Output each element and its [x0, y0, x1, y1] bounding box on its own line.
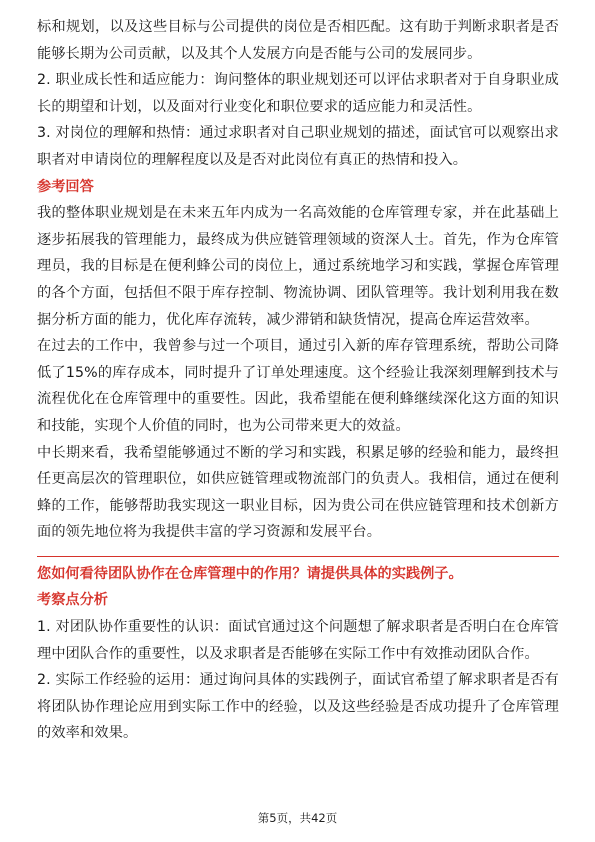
analysis-point: 1. 对团队协作重要性的认识：面试官通过这个问题想了解求职者是否明白在仓库管理中团队合作的重要性，以及求职者是否能够在实际工作中有效推动团队合作。	[37, 619, 559, 662]
reference-answer-heading: 参考回答	[37, 178, 94, 195]
analysis-point: 3. 对岗位的理解和热情：通过求职者对自己职业规划的描述，面试官可以观察出求职者对申请岗位的理解程度以及是否对此岗位有真正的热情和投入。	[37, 125, 559, 168]
question-title: 您如何看待团队协作在仓库管理中的作用？请提供具体的实践例子。	[37, 565, 463, 582]
answer-paragraph: 我的整体职业规划是在未来五年内成为一名高效能的仓库管理专家，并在此基础上逐步拓展我的管理能力，最终成为供应链管理领域的资深人士。首先，作为仓库管理员，我的目标是在便利蜂公司的岗位上，通过系统地学习和实践，掌握仓库管理的各个方面，包括但不限于库存控制、物流协调、团队管理等。我计划利用我在数据分析方面的能力，优化库存流转，减少滞销和缺货情况，提高仓库运营效率。	[37, 205, 559, 328]
analysis-point: 2. 实际工作经验的运用：通过询问具体的实践例子，面试官希望了解求职者是否有将团队协作理论应用到实际工作中的经验，以及这些经验是否成功提升了仓库管理的效率和效果。	[37, 672, 559, 742]
document-page	[37, 14, 559, 747]
intro-paragraph: 标和规划，以及这些目标与公司提供的岗位是否相匹配。这有助于判断求职者是否能够长期为公司贡献，以及其个人发展方向是否能与公司的发展同步。	[37, 19, 559, 62]
analysis-heading: 考察点分析	[37, 592, 108, 609]
section-divider	[37, 556, 559, 557]
answer-paragraph: 在过去的工作中，我曾参与过一个项目，通过引入新的库存管理系统，帮助公司降低了15%的库存成本，同时提升了订单处理速度。这个经验让我深刻理解到技术与流程优化在仓库管理中的重要性。因此，我希望能在便利蜂继续深化这方面的知识和技能，实现个人价值的同时，也为公司带来更大的效益。	[37, 338, 559, 434]
answer-paragraph: 中长期来看，我希望能够通过不断的学习和实践，积累足够的经验和能力，最终担任更高层次的管理职位，如供应链管理或物流部门的负责人。我相信，通过在便利蜂的工作，能够帮助我实现这一职业目标，因为贵公司在供应链管理和技术创新方面的领先地位将为我提供丰富的学习资源和发展平台。	[37, 444, 559, 541]
analysis-point: 2. 职业成长性和适应能力：询问整体的职业规划还可以评估求职者对于自身职业成长的期望和计划，以及面对行业变化和职位要求的适应能力和灵活性。	[37, 72, 559, 115]
page-number: 第5页，共42页	[257, 811, 338, 825]
